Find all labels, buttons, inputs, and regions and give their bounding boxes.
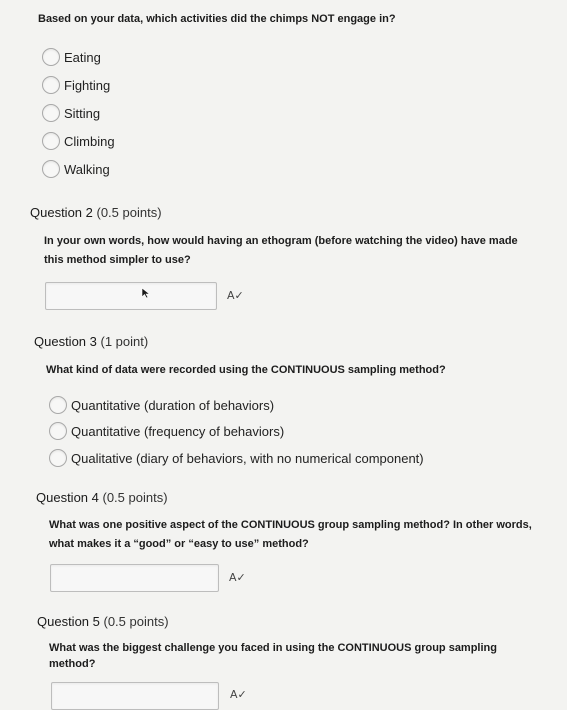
radio-button[interactable] — [42, 48, 60, 66]
radio-button[interactable] — [42, 104, 60, 122]
option-label: Sitting — [64, 105, 101, 121]
q4-prompt-line2: what makes it a “good” or “easy to use” method? — [49, 538, 309, 550]
q5-prompt-line1: What was the biggest challenge you faced in using the CONTINUOUS group sampling — [49, 642, 497, 654]
radio-button[interactable] — [42, 160, 60, 178]
spellcheck-icon[interactable]: A✓ — [229, 571, 246, 584]
q1-prompt: Based on your data, which activities did the chimps NOT engage in? — [38, 13, 396, 25]
q3-heading — [34, 334, 148, 349]
q1-option-climbing[interactable] — [42, 132, 115, 150]
option-label: Fighting — [64, 77, 111, 93]
q3-prompt: What kind of data were recorded using the CONTINUOUS sampling method? — [46, 364, 446, 376]
q4-prompt-line1: What was one positive aspect of the CONTINUOUS group sampling method? In other words, — [49, 519, 532, 531]
question-title: Question 3 — [34, 334, 97, 349]
spellcheck-icon[interactable]: A✓ — [230, 688, 247, 701]
q3-option-quant-duration[interactable] — [49, 396, 274, 414]
q3-option-qualitative[interactable] — [49, 449, 424, 467]
question-title: Question 2 — [30, 205, 93, 220]
radio-button[interactable] — [42, 76, 60, 94]
q4-heading — [36, 490, 168, 505]
question-points: (0.5 points) — [96, 205, 162, 220]
q5-prompt-line2: method? — [49, 658, 96, 670]
q1-option-sitting[interactable] — [42, 104, 100, 122]
radio-button[interactable] — [42, 132, 60, 150]
question-points: (0.5 points) — [102, 490, 168, 505]
q2-heading — [30, 205, 162, 220]
radio-button[interactable] — [49, 449, 67, 467]
q5-heading — [37, 614, 169, 629]
q1-option-fighting[interactable] — [42, 76, 110, 94]
q1-option-walking[interactable] — [42, 160, 110, 178]
option-label: Quantitative (duration of behaviors) — [71, 397, 275, 413]
option-label: Qualitative (diary of behaviors, with no numerical component) — [71, 450, 424, 466]
q1-option-eating[interactable] — [42, 48, 101, 66]
radio-button[interactable] — [49, 396, 67, 414]
radio-button[interactable] — [49, 422, 67, 440]
option-label: Climbing — [64, 133, 115, 149]
question-title: Question 5 — [37, 614, 100, 629]
q2-prompt-line2: this method simpler to use? — [44, 254, 191, 266]
option-label: Eating — [64, 49, 101, 65]
q5-answer-input[interactable] — [51, 682, 219, 710]
q2-prompt-line1: In your own words, how would having an ethogram (before watching the video) have made — [44, 235, 518, 247]
question-points: (0.5 points) — [103, 614, 169, 629]
question-points: (1 point) — [100, 334, 149, 349]
spellcheck-icon[interactable]: A✓ — [227, 289, 244, 302]
option-label: Walking — [64, 161, 110, 177]
option-label: Quantitative (frequency of behaviors) — [71, 423, 285, 439]
q2-answer-input[interactable] — [45, 282, 217, 310]
question-title: Question 4 — [36, 490, 99, 505]
q3-option-quant-frequency[interactable] — [49, 422, 284, 440]
q4-answer-input[interactable] — [50, 564, 219, 592]
mouse-pointer-icon — [141, 287, 151, 299]
